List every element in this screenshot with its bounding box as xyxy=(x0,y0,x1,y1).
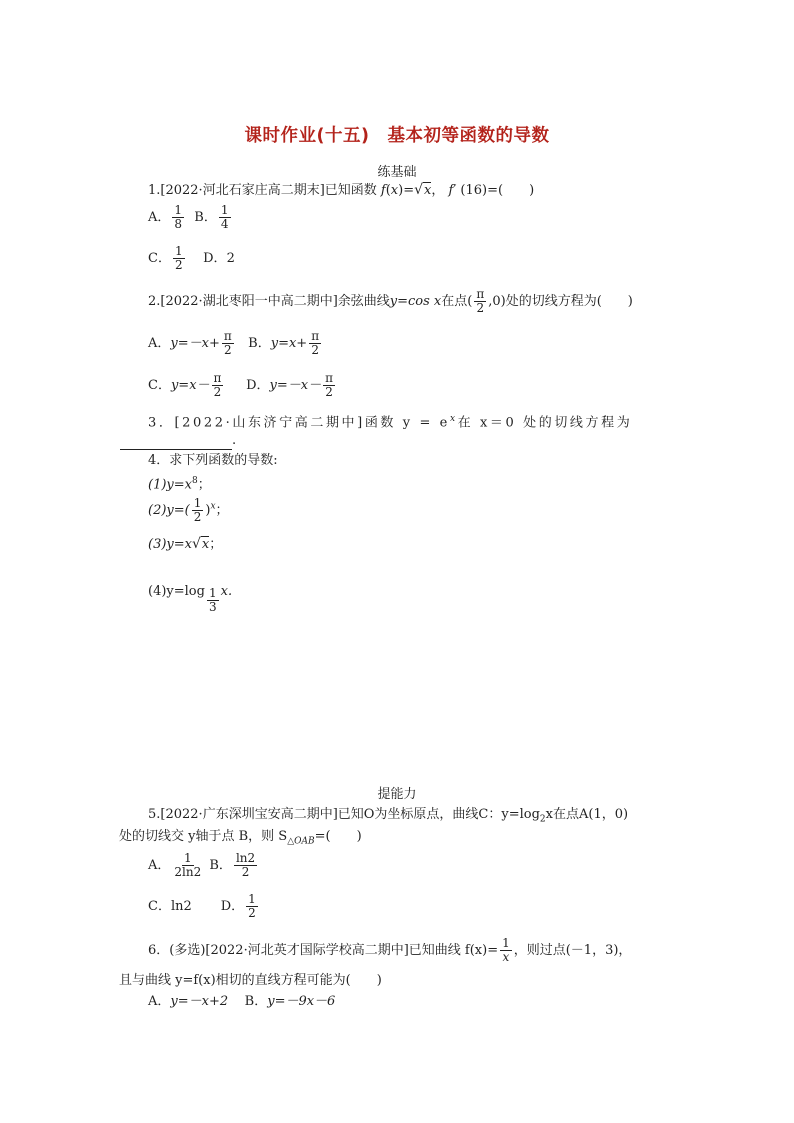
q5-line1: 5.[2022·广东深圳宝安高二期中]已知O为坐标原点，曲线C：y=log xyxy=(148,807,540,822)
q2-option-b-expr: y=x+ xyxy=(270,336,308,351)
numerator: 1 xyxy=(208,586,217,600)
question-4-part-4 xyxy=(148,578,233,614)
q2-option-d-fraction xyxy=(323,372,335,399)
numerator: 1 xyxy=(174,203,183,217)
q5-option-c-label: C． xyxy=(148,899,171,914)
q1-option-b-fraction xyxy=(219,204,231,231)
q6-option-b-expr: y=－9x－6 xyxy=(267,994,336,1009)
q3-line1-suffix: 在 x＝0 处的切线方程为 xyxy=(457,415,633,431)
q1-paren-eq: )= xyxy=(398,183,415,198)
denominator: 8 xyxy=(174,217,183,231)
denominator: 4 xyxy=(220,217,229,231)
numerator: ln2 xyxy=(235,851,256,865)
sqrt-sign: √ xyxy=(191,536,201,552)
numerator: 1 xyxy=(193,496,202,510)
q2-option-d-label: D． xyxy=(246,378,270,393)
question-3-answer-line xyxy=(148,432,236,450)
q6-option-b-label: B． xyxy=(244,994,268,1009)
answer-blank[interactable] xyxy=(120,449,232,450)
denominator: x xyxy=(502,950,510,964)
q2-option-a-expr: y=－x+ xyxy=(170,336,220,351)
q1-option-c-fraction xyxy=(173,245,185,272)
q2-curve: y=cos x xyxy=(389,294,442,309)
q4-p2-fraction xyxy=(192,497,204,524)
denominator: 2 xyxy=(223,343,232,357)
question-2-options-cd xyxy=(148,372,337,399)
q1-option-a-label: A． xyxy=(148,210,171,225)
question-2-options-ab xyxy=(148,330,323,357)
denominator: 2 xyxy=(248,906,256,920)
q1-sqrt-x: x xyxy=(424,183,432,198)
q1-option-b-label: B． xyxy=(194,210,217,225)
question-4-part-1 xyxy=(148,472,211,494)
q5-option-c-value: ln2 xyxy=(170,899,192,914)
q5-option-d-fraction xyxy=(246,893,258,920)
q4-p1-sup: 8 xyxy=(191,476,198,486)
q1-x: x xyxy=(390,183,399,198)
q2-option-b-label: B． xyxy=(248,336,271,351)
q2-option-c-label: C． xyxy=(148,378,171,393)
q5-line2: 处的切线交 y轴于点 B，则 S xyxy=(119,829,288,844)
q2-option-b-fraction xyxy=(309,330,321,357)
q4-p1-prefix: (1)y=x xyxy=(148,477,192,493)
q2-option-a-label: A． xyxy=(148,336,171,351)
numerator: π xyxy=(476,287,485,301)
q4-p2-prefix: (2)y=( xyxy=(148,503,190,518)
q5-option-b-label: B． xyxy=(209,858,232,873)
numerator: 1 xyxy=(502,936,510,950)
q5-line2-sub: △OAB xyxy=(287,836,315,847)
q4-p3-prefix: (3)y=x xyxy=(148,537,192,552)
q5-option-b-fraction xyxy=(234,852,257,879)
q2-suffix: ,0)处的切线方程为( ) xyxy=(488,294,633,309)
question-6-options-ab xyxy=(148,993,335,1011)
q6-fraction xyxy=(500,937,512,964)
numerator: π xyxy=(213,371,222,385)
q5-line1-suffix: x在点A(1，0) xyxy=(545,807,629,822)
q4-p3-end: ； xyxy=(209,537,223,552)
q4-p4-suffix: x. xyxy=(220,584,233,599)
question-5-options-ab xyxy=(148,852,259,879)
section-heading-advanced: 提能力 xyxy=(377,787,417,802)
q2-prefix: 2.[2022·湖北枣阳一中高二期中]余弦曲线 xyxy=(148,294,390,309)
q1-option-c-label: C． xyxy=(148,251,171,266)
q4-p4-prefix: (4)y=log xyxy=(148,584,205,599)
section-heading-basic: 练基础 xyxy=(377,165,417,180)
question-6-line-2: 且与曲线 y=f(x)相切的直线方程可能为( ) xyxy=(119,973,382,988)
q4-p4-base-fraction xyxy=(207,587,219,614)
q1-prefix: 1.[2022·河北石家庄高二期末]已知函数 xyxy=(148,183,381,198)
numerator: 1 xyxy=(174,244,183,258)
question-2-stem xyxy=(148,288,633,315)
question-1-options-ab xyxy=(148,204,233,231)
q2-point-text: 在点( xyxy=(441,294,473,309)
q4-p2-sup: x xyxy=(210,501,216,512)
denominator: 2 xyxy=(213,385,222,399)
q4-p2-suffix: ) xyxy=(205,503,211,518)
q3-sup: x xyxy=(449,414,458,424)
q5-line2-suffix: =( ) xyxy=(314,829,362,844)
q1-fprime-arg: (16)=( ) xyxy=(456,183,535,198)
q4-p2-end: ； xyxy=(215,503,229,518)
q4-p1-suffix: ； xyxy=(197,477,211,493)
sqrt-sign: √ xyxy=(414,182,424,198)
question-5-options-cd xyxy=(148,893,260,920)
denominator: 2 xyxy=(476,301,485,315)
numerator: 1 xyxy=(248,892,256,906)
denominator: 2 xyxy=(174,258,183,272)
q6-line1-suffix: ，则过点(－1，3)， xyxy=(513,943,632,958)
denominator: 3 xyxy=(208,600,217,614)
q3-end: . xyxy=(232,433,237,448)
q2-option-c-expr: y=x－ xyxy=(170,378,210,393)
q5-option-a-fraction xyxy=(172,852,203,879)
q6-line1-prefix: 6．(多选)[2022·河北英才国际学校高二期中]已知曲线 f(x)= xyxy=(148,943,499,958)
denominator: 2 xyxy=(241,865,250,879)
question-4-part-3 xyxy=(148,535,222,554)
numerator: π xyxy=(325,371,333,385)
question-1-stem: 1.[2022·河北石家庄高二期末]已知函数 f(x)=√x， f′ (16)=( ) xyxy=(148,182,535,198)
q1-f: f xyxy=(380,183,386,198)
q5-option-d-label: D． xyxy=(220,899,245,914)
q5-sub: 2 xyxy=(539,814,546,825)
numerator: π xyxy=(311,329,320,343)
denominator: 2 xyxy=(193,510,202,524)
q2-option-a-fraction xyxy=(222,330,234,357)
denominator: 2ln2 xyxy=(174,865,202,879)
q2-option-c-fraction xyxy=(212,372,224,399)
q6-option-a-expr: y=－x+2 xyxy=(170,994,229,1009)
q1-option-d-value: 2 xyxy=(226,251,235,266)
numerator: 1 xyxy=(183,851,192,865)
question-6-line-1 xyxy=(148,937,631,964)
denominator: 2 xyxy=(311,343,319,357)
question-3-stem xyxy=(148,410,632,432)
numerator: π xyxy=(223,329,232,343)
q2-option-d-expr: y=－x－ xyxy=(269,378,322,393)
q5-option-a-label: A． xyxy=(148,858,171,873)
q3-line1: 3．[2022·山东济宁高二期中]函数 y = e xyxy=(148,415,450,431)
numerator: 1 xyxy=(220,203,229,217)
q4-p3-rad: x xyxy=(201,537,210,552)
question-4-stem: 4．求下列函数的导数: xyxy=(148,453,278,468)
q1-fprime: f′ xyxy=(448,183,457,198)
denominator: 2 xyxy=(325,385,333,399)
q1-option-d-label: D． xyxy=(203,251,227,266)
q1-option-a-fraction xyxy=(172,204,184,231)
q2-point-fraction xyxy=(474,288,486,315)
question-1-options-cd xyxy=(148,245,235,272)
page-title: 课时作业(十五) 基本初等函数的导数 xyxy=(244,126,550,146)
question-5-line-1 xyxy=(148,806,628,829)
q6-option-a-label: A． xyxy=(148,994,171,1009)
question-5-line-2 xyxy=(119,828,362,851)
question-4-part-2 xyxy=(148,497,229,524)
